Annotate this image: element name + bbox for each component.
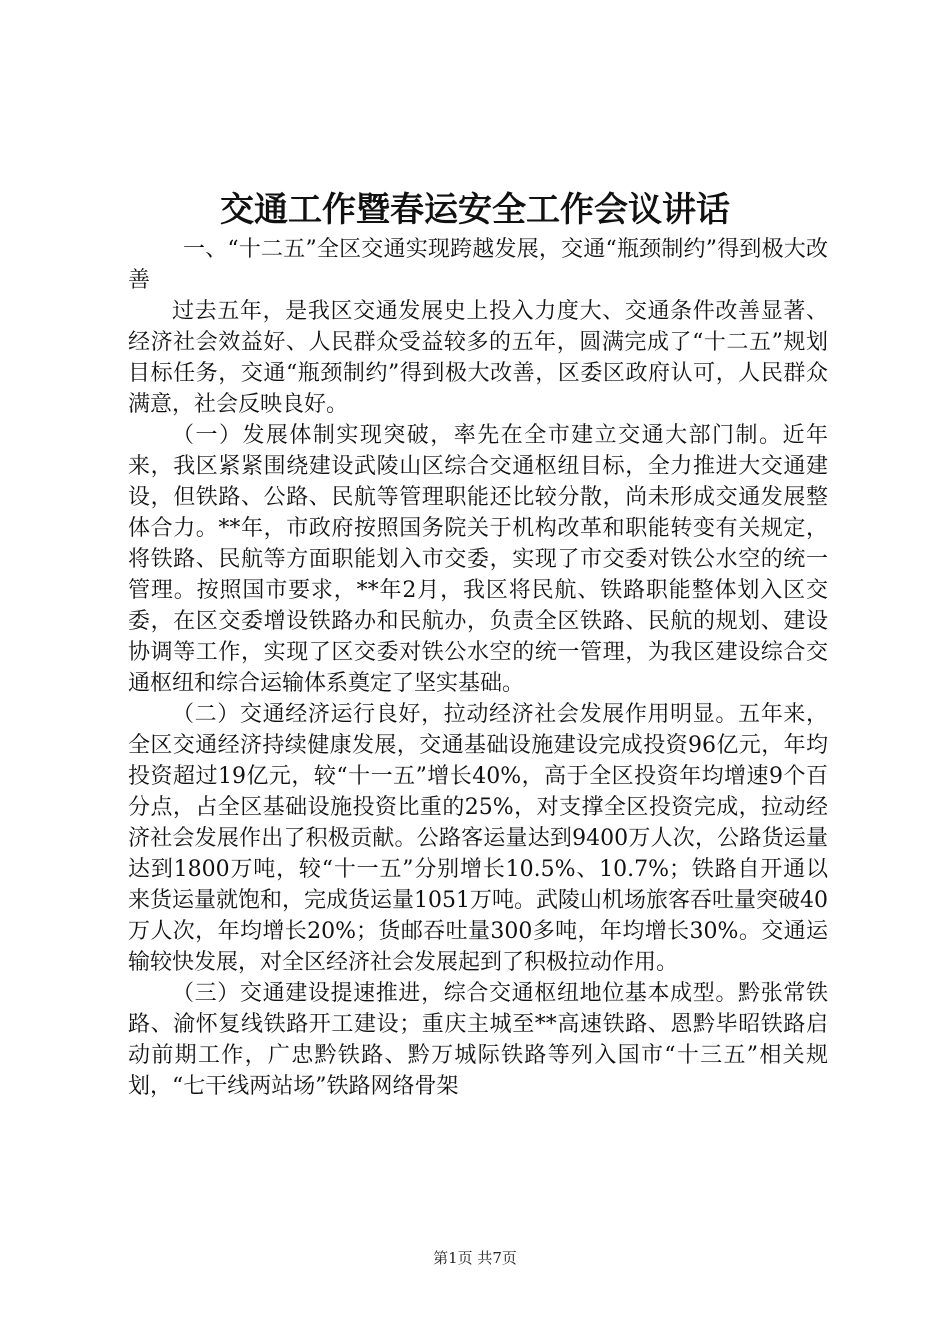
- document-body: [128, 234, 828, 1102]
- paragraph-intro: 过去五年，是我区交通发展史上投入力度大、交通条件改善显著、经济社会效益好、人民群众受益较多的五年，圆满完成了“十二五”规划目标任务，交通“瓶颈制约”得到极大改善，区委区政府认可，人民群众满意，社会反映良好。: [128, 299, 828, 417]
- section-heading: 一、“十二五”全区交通实现跨越发展，交通“瓶颈制约”得到极大改善: [128, 237, 828, 293]
- paragraph-2: （二）交通经济运行良好，拉动经济社会发展作用明显。五年来，全区交通经济持续健康发展，交通基础设施建设完成投资96亿元，年均投资超过19亿元，较“十一五”增长40%，高于全区投资年均增速9个百分点，占全区基础设施投资比重的25%，对支撑全区投资完成，拉动经济社会发展作出了积极贡献。公路客运量达到9400万人次，公路货运量达到1800万吨，较“十一五”分别增长10.5%、10.7%；铁路自开通以来货运量就饱和，完成货运量1051万吨。武陵山机场旅客吞吐量突破40万人次，年均增长20%；货邮吞吐量300多吨，年均增长30%。交通运输较快发展，对全区经济社会发展起到了积极拉动作用。: [128, 702, 828, 975]
- document-title: 交通工作暨春运安全工作会议讲话: [220, 190, 730, 230]
- page-number-footer: 第1页 共7页: [433, 1249, 517, 1267]
- paragraph-3: （三）交通建设提速推进，综合交通枢纽地位基本成型。黔张常铁路、渝怀复线铁路开工建设；重庆主城至**高速铁路、恩黔毕昭铁路启动前期工作，广忠黔铁路、黔万城际铁路等列入国市“十三五”相关规划，“七干线两站场”铁路网络骨架: [128, 981, 828, 1099]
- paragraph-1: （一）发展体制实现突破，率先在全市建立交通大部门制。近年来，我区紧紧围绕建设武陵山区综合交通枢纽目标，全力推进大交通建设，但铁路、公路、民航等管理职能还比较分散，尚未形成交通发展整体合力。**年，市政府按照国务院关于机构改革和职能转变有关规定，将铁路、民航等方面职能划入市交委，实现了市交委对铁公水空的统一管理。按照国市要求，**年2月，我区将民航、铁路职能整体划入区交委，在区交委增设铁路办和民航办，负责全区铁路、民航的规划、建设协调等工作，实现了区交委对铁公水空的统一管理，为我区建设综合交通枢纽和综合运输体系奠定了坚实基础。: [128, 423, 828, 696]
